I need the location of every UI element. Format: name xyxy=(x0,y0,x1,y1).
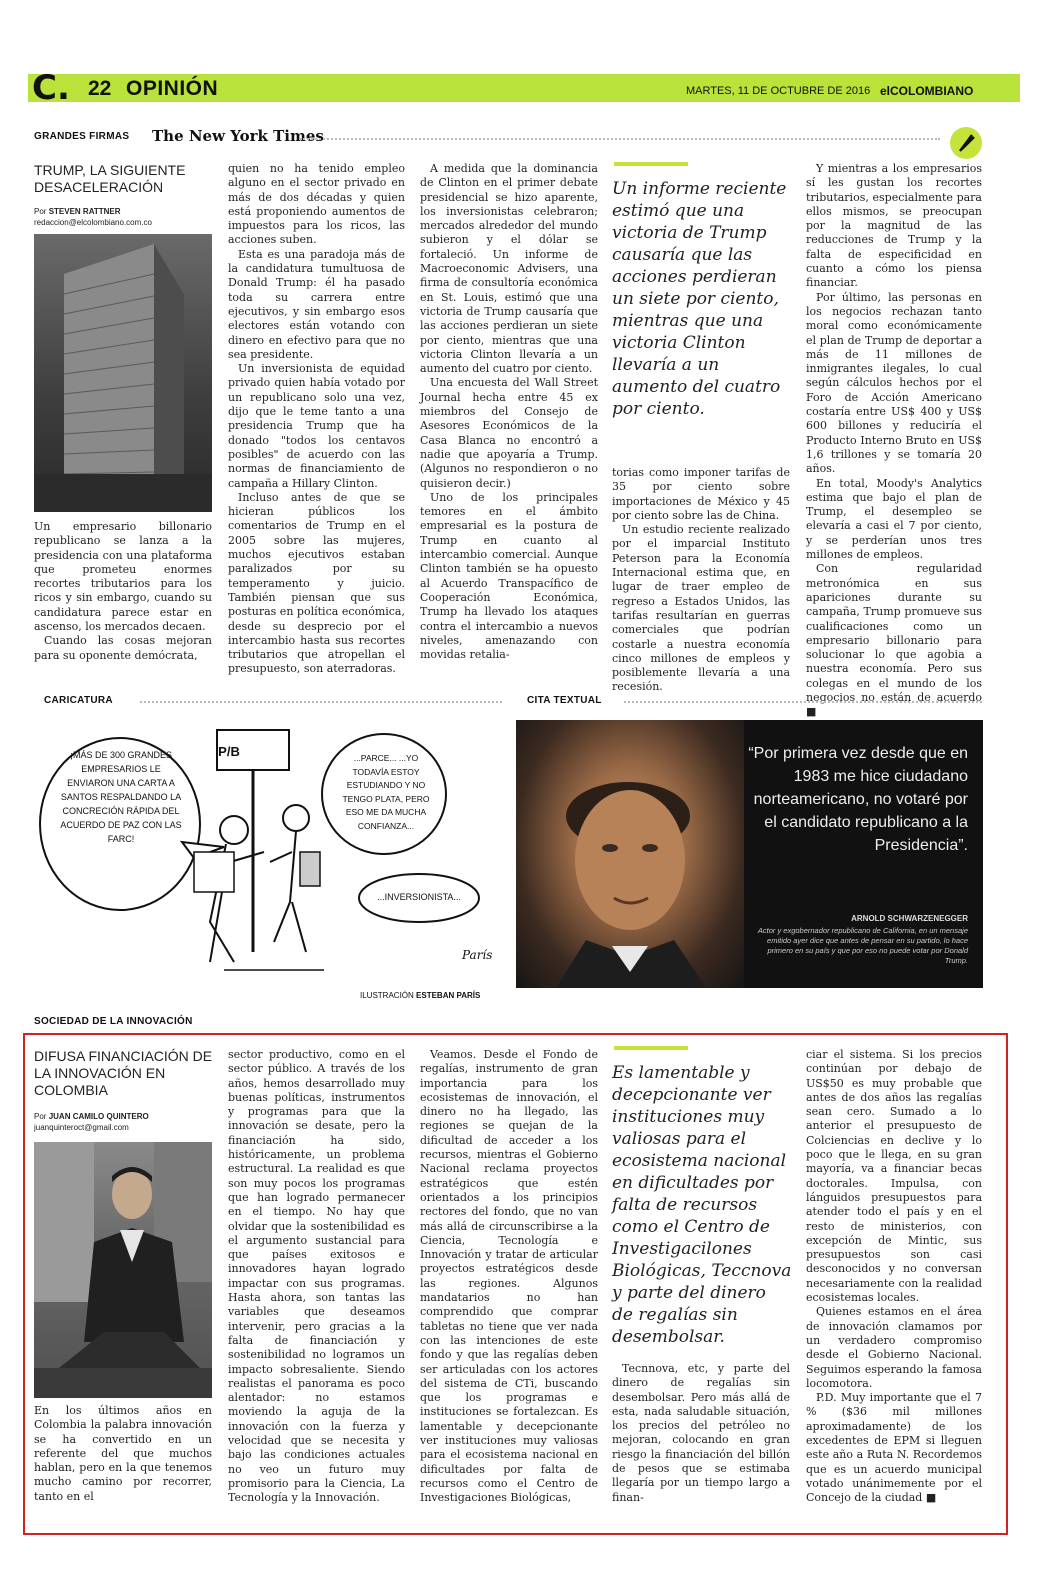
article-headline: TRUMP, LA SIGUIENTE DESACELERACIÓN xyxy=(34,162,186,195)
paragraph: quien no ha tenido empleo alguno en el sector privado en más de dos décadas y quien está proponiendo aumentos de impuestos para los ricos, las acciones suben. xyxy=(228,162,405,247)
bottom-column-1 xyxy=(34,1404,212,1504)
paragraph: Cuando las cosas mejoran para su oponente demócrata, xyxy=(34,634,212,662)
page-number: 22 xyxy=(88,77,112,100)
bottom-pull-quote: Es lamentable y decepcionante ver instituciones muy valiosas para el ecosistema nacional en dificultades por falta de recursos como el Centro de Investigacilones Biológicas, Teccnova y parte del dinero de regalías sin desembolsar. xyxy=(612,1063,792,1347)
kicker-caricatura: CARICATURA xyxy=(44,695,113,706)
paragraph: ciar el sistema. Si los precios continúan por debajo de US$50 es muy probable que antes de dos años las regalías sean cero. Sumado a lo anterior el presupuesto de Colciencias en declive y lo poco que le llega, en su gran mayoría, va a financiar becas doctorales. Impulsa, con lánguidos presupuestos para atender todo el país y en el resto de ministerios, con excepción de Mintic, sus presupuestos son casi desconocidos y no conversan necesariamente con la realidad ecosistemas locales. xyxy=(806,1048,982,1305)
bottom-column-4 xyxy=(612,1362,790,1505)
author-photo xyxy=(34,1142,212,1398)
pull-quote-accent xyxy=(614,1046,688,1050)
paragraph: Incluso antes de que se hicieran públicos los comentarios de Trump en el 2005 sobre las mujeres, muchos ejecutivos estaban paralizados por su temperamento y juicio. También piensan que sus posturas en política económica, desde su desprecio por el intercambio hasta sus recortes tributarios que atropellan el presupuesto, son aterradoras. xyxy=(228,490,405,676)
paragraph: Por último, las personas en los negocios rechazan tanto moral como económicamente el plan de Trump de deportar a más de 11 millones de inmigrantes ilegales, lo cual según cálculos hechos por el Foro de Acción Americano costaría entre US$ 400 y US$ 600 billones y reduciría el Producto Interno Bruto en US$ 1,6 trillones y se tomaría 20 años. xyxy=(806,290,982,476)
speech-bubble-right: ...PARCE... ...YO TODAVÍA ESTOY ESTUDIANDO Y NO TENGO PLATA, PERO ESO ME DA MUCHA CONFIANZA... xyxy=(342,753,430,831)
author-email: redaccion@elcolombiano.com.co xyxy=(34,218,152,227)
top-pull-quote: Un informe reciente estimó que una victoria de Trump causaría que las acciones perdieran un siete por ciento, mientras que una victoria Clinton llevaría a un aumento del cuatro por ciento. xyxy=(612,179,787,419)
cita-author: ARNOLD SCHWARZENEGGER xyxy=(851,914,968,923)
newspaper-name: elCOLOMBIANO xyxy=(880,84,974,98)
byline-author: JUAN CAMILO QUINTERO xyxy=(48,1112,149,1121)
paragraph: Con regularidad metronómica en sus apariciones durante su campaña, Trump promueve sus cualificaciones como un empresario billonario para solucionar lo que agobia a nuestra economía. Pero sus colegas en el mundo de los negocios no están de acuerdo ■ xyxy=(806,562,982,719)
paragraph: torias como imponer tarifas de 35 por ciento sobre importaciones de México y 45 por ciento sobre las de China. xyxy=(612,466,790,522)
paragraph: Quienes estamos en el área de innovación clamamos por un verdadero compromiso desde el Gobierno Nacional. Seguimos esperando la famosa locomotora. xyxy=(806,1305,982,1390)
author-email: juanquinteroct@gmail.com xyxy=(34,1123,129,1132)
cita-quote: “Por primera vez desde que en 1983 me hice ciudadano norteamericano, no votaré por el candidato republicano a la Presidencia”. xyxy=(748,745,968,854)
paragraph: A medida que la dominancia de Clinton en el primer debate presidencial se hizo aparente, los inversionistas celebraron; mercados alrededor del mundo subieron y el dólar se fortaleció. Un informe de Macroeconomic Advisers, una firma de consultoría económica en St. Louis, estimó que una victoria de Trump causaría que las acciones perdieran un siete por ciento, mientras que una victoria Clinton llevaría a un aumento del cuatro por ciento. xyxy=(420,162,598,376)
quote-panel xyxy=(516,720,983,988)
credit-prefix: ILUSTRACIÓN xyxy=(360,991,414,1000)
paragraph: En total, Moody's Analytics estima que bajo el plan de Trump, el desempleo se elevaría a casi el 7 por ciento, y se perderían unos tres millones de empleos. xyxy=(806,476,982,562)
speech-bubble-left: ¡MÁS DE 300 GRANDES EMPRESARIOS LE ENVIARON UNA CARTA A SANTOS RESPALDANDO LA CONCRECIÓN RÁPIDA DEL ACUERDO DE PAZ CON LAS FARC! xyxy=(60,750,182,844)
paragraph: sector productivo, como en el sector público. A través de los años, hemos desarrollado muy buenas políticas, instrumentos y programas para que la innovación se desate, pero la financiación ha sido, históricamente, un problema estructural. La realidad es que son muy pocos los programas que han logrado permanecer en el tiempo. No hay que olvidar que la sostenibilidad es el argumento sustancial para que países exitosos e innovadores hayan logrado impactar con sus programas. Hasta ahora, son tantas las variables que deseamos intervenir, pero gracias a la falta de financiación y sostenibilidad no logramos un impacto sobresaliente. Siendo realistas el panorama es poco alentador: no estamos moviendo la aguja de la innovación con la fuerza y velocidad que se necesita y bajo las condiciones actuales no veo un futuro muy promisorio para la Ciencia, La Tecnología y la Innovación. xyxy=(228,1048,405,1505)
paragraph: Veamos. Desde el Fondo de regalías, instrumento de gran importancia para los ecosistemas de innovación, el dinero no ha llegado, las regiones se quejan de la dificultad de acceder a los recursos, mientras el Gobierno Nacional reclama proyectos estratégicos que estén orientados a los principios rectores del fondo, que no van más allá de circunscribirse a la Ciencia, Tecnología e Innovación y tratar de articular proyectos estratégicos desde las regiones. Algunos mandatarios no han comprendido que comprar tabletas no tiene que ver nada con las intenciones de este fondo y que las regalías deben ser articuladas con los actores del sistema de CTi, buscando que los programas e instituciones se fortalezcan. Es lamentable y decepcionante ver instituciones muy valiosas para el ecosistema nacional en dificultades por falta de recursos como el Centro de Investigaciones Biológicas, xyxy=(420,1048,598,1505)
paragraph: En los últimos años en Colombia la palabra innovación se ha convertido en un referente del que muchos hablan, pero en la que tenemos mucho camino por recorrer, tanto en el xyxy=(34,1404,212,1503)
byline-prefix: Por xyxy=(34,207,47,216)
bottom-column-2 xyxy=(228,1048,405,1506)
paragraph: Una encuesta del Wall Street Journal hecha entre 45 ex miembros del Consejo de Asesores Económicos de la Casa Blanca no encontró a nadie que apoyaría a Trump. (Algunos no respondieron o no quisieron decir.) xyxy=(420,376,598,490)
newspaper-c-logo: C. xyxy=(32,68,70,108)
paragraph: Uno de los principales temores en el ámbito empresarial es la postura de Trump en cuanto al intercambio comercial. Aunque Clinton también se ha opuesto al Acuerdo Transpacífico de Cooperación Económica, Trump ha llevado los ataques contra el intercambio a nuevos niveles, amenazando con movidas retalia- xyxy=(420,490,598,662)
paragraph: Un empresario billonario republicano se lanza a la presidencia con una plataforma que prometeu enormes recortes tributarios para los ricos y sin embargo, cuando su candidatura parece estar en ascenso, los mercados decaen. xyxy=(34,520,212,634)
kicker-cita-textual: CITA TEXTUAL xyxy=(527,695,602,706)
credit-name: ESTEBAN PARÍS xyxy=(416,991,481,1000)
pen-icon xyxy=(950,127,982,159)
top-column-5 xyxy=(806,162,982,720)
speech-bubble-small: ...INVERSIONISTA... xyxy=(377,892,461,902)
paragraph: Un estudio reciente realizado por el imparcial Instituto Peterson para la Economía Internacional estima que, en lugar de traer empleo de regreso a Estados Unidos, las tarifas resultarían en guerras comerciales que podrían costarle a nuestra economía cinco millones de empleos y posiblemente llevaría a una recesión. xyxy=(612,523,790,694)
divider xyxy=(300,138,940,140)
paragraph: Un inversionista de equidad privado quien había votado por un republicano solo una vez, dijo que le teme tanto a una presidencia Trump que ha donado "todos los centavos posibles" de acuerdo con las normas de financiamiento de campaña a Hillary Clinton. xyxy=(228,362,405,490)
kicker-sociedad-innovacion: SOCIEDAD DE LA INNOVACIÓN xyxy=(34,1016,193,1027)
article-headline: DIFUSA FINANCIACIÓN DE LA INNOVACIÓN EN COLOMBIA xyxy=(34,1048,213,1098)
building-photo xyxy=(34,234,212,512)
paragraph: Y mientras a los empresarios sí les gustan los recortes tributarios, especialmente para ellos mismos, se preocupan por la magnitud de las reducciones de Trump y la falta de especificidad en cuanto a cómo los piensa financiar. xyxy=(806,162,982,290)
top-column-4 xyxy=(612,466,790,695)
byline-author: STEVEN RATTNER xyxy=(48,207,121,216)
top-column-1 xyxy=(34,520,212,663)
byline-prefix: Por xyxy=(34,1112,47,1121)
cartoon-sign: P/B xyxy=(218,744,240,759)
paragraph: Esta es una paradoja más de la candidatura tumultuosa de Donald Trump: él ha pasado toda su carrera entre ejecutivos, y sin embargo esos electores están votando con dinero en efectivo para que no sea presidente. xyxy=(228,247,405,361)
top-column-2 xyxy=(228,162,405,677)
illustration-credit xyxy=(360,991,480,1000)
cita-description: Actor y exgobernador republicano de California, en un mensaje emitido ayer dice que antes de pensar en su partido, lo hace primero en su país y que por eso no puede votar por Donald Trump. xyxy=(757,926,968,965)
bottom-column-3 xyxy=(420,1048,598,1506)
cartoonist-signature: París xyxy=(462,948,493,962)
divider xyxy=(140,701,502,703)
bottom-column-5 xyxy=(806,1048,982,1506)
paragraph: Tecnnova, etc, y parte del dinero de regalías sin desembolsar. Pero más allá de esta, nada saludable situación, los precios del petróleo no mejoran, colocando en gran riesgo la financiación del billón de pesos que se estimaba llegaría por un tiempo largo a finan- xyxy=(612,1362,790,1504)
kicker-grandes-firmas: GRANDES FIRMAS xyxy=(34,131,130,142)
divider xyxy=(624,701,982,703)
portrait-photo xyxy=(516,720,744,988)
top-column-3 xyxy=(420,162,598,662)
section-title: OPINIÓN xyxy=(126,77,219,100)
article-byline xyxy=(34,1112,214,1122)
nyt-logo: The New York Times xyxy=(152,127,324,145)
edition-date: MARTES, 11 DE OCTUBRE DE 2016 xyxy=(686,85,871,97)
pull-quote-accent xyxy=(614,162,688,166)
article-byline xyxy=(34,207,214,217)
paragraph: P.D. Muy importante que el 7 % ($36 mil millones aproximadamente) de los excedentes de EPM si lleguen este año a Ruta N. Recordemos que es un acuerdo municipal votado unánimemente por el Concejo de la ciudad ■ xyxy=(806,1391,982,1505)
